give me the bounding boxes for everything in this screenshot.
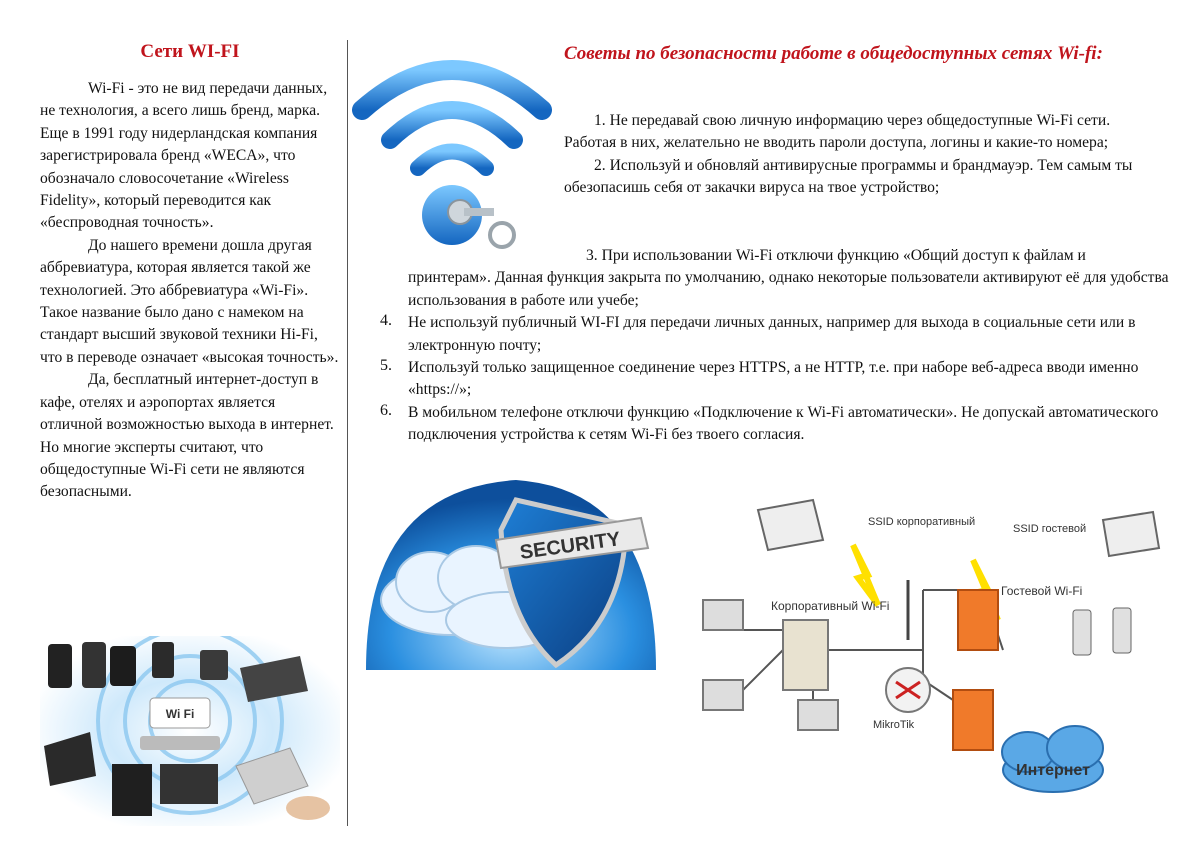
tip-item [380, 357, 1170, 402]
wifi-badge-text: Wi Fi [165, 707, 195, 721]
tip-text: Не используй публичный WI-FI для передачи личных данных, например для выхода в социальные сети или в электронную почту; [408, 314, 1136, 354]
tip-text: Используй только защищенное соединение через HTTPS, а не HTTP, т.е. при наборе веб-адреса вводи именно «https://»; [408, 359, 1139, 399]
tips-block-bottom [380, 245, 1170, 447]
wifi-key-illustration [352, 40, 552, 265]
tip-number: 4. [380, 312, 392, 330]
tips-title: Советы по безопасности работе в общедоступных сетях Wi-fi: [564, 43, 1103, 64]
tip-3: 3. При использовании Wi-Fi отключи функцию «Общий доступ к файлам и принтерам». Данная функция закрыта по умолчанию, однако некоторые пользователи активируют её для удобства использования в работе или учебе; [408, 247, 1169, 309]
tips-block-top [564, 110, 1164, 200]
left-paragraph: Да, бесплатный интернет-доступ в кафе, отелях и аэропортах является отличной возможностью выхода в интернет. Но многие эксперты считают, что общедоступные Wi-Fi сети не являются безопасными. [40, 371, 334, 501]
left-paragraph: Wi-Fi - это не вид передачи данных, не технология, а всего лишь бренд, марка. Еще в 1991 году нидерландская компания зарегистрировала бренд «WECA», что обозначало словосочетание «Wireless Fidelity», который переводится как «беспроводная точность». [40, 80, 328, 232]
internet-label: Интернет [1016, 762, 1090, 779]
tip-3-wrap [380, 245, 1170, 312]
ssid-corp-label: SSID корпоративный [868, 516, 976, 528]
column-divider [347, 40, 348, 826]
network-diagram [683, 490, 1163, 805]
left-text [40, 78, 340, 504]
router-label: MikroTik [873, 719, 915, 731]
tip-number: 5. [380, 357, 392, 375]
left-title: Сети WI-FI [140, 41, 240, 62]
tip-number: 6. [380, 401, 392, 419]
left-paragraph: До нашего времени дошла другая аббревиатура, которая является такой же технологией. Это аббревиатура «Wi-Fi». Такое название было дано с намеком на стандарт высший звуковой техники Hi-Fi, что в переводе означает «высокая точность». [40, 236, 339, 366]
security-cloud-illustration [356, 470, 666, 680]
tip-2: 2. Используй и обновляй антивирусные программы и брандмауэр. Тем самым ты обезопасишь себя от закачки вируса на твое устройство; [564, 156, 1133, 197]
tip-item [380, 312, 1170, 357]
devices-illustration [40, 636, 340, 826]
guest-wifi-label: Гостевой Wi-Fi [1001, 584, 1083, 598]
left-column [40, 40, 340, 504]
security-label: SECURITY [518, 528, 622, 564]
ssid-guest-label: SSID гостевой [1013, 523, 1087, 535]
corp-wifi-label: Корпоративный Wi-Fi [771, 599, 890, 613]
tip-text: В мобильном телефоне отключи функцию «Подключение к Wi-Fi автоматически». Не допускай автоматического подключения устройства к сетям Wi-Fi без твоего согласия. [408, 403, 1159, 444]
tip-1: 1. Не передавай свою личную информацию через общедоступные Wi-Fi сети. Работая в них, желательно не вводить пароли доступа, логины и какие-то номера; [564, 112, 1111, 152]
tip-item [380, 402, 1170, 447]
